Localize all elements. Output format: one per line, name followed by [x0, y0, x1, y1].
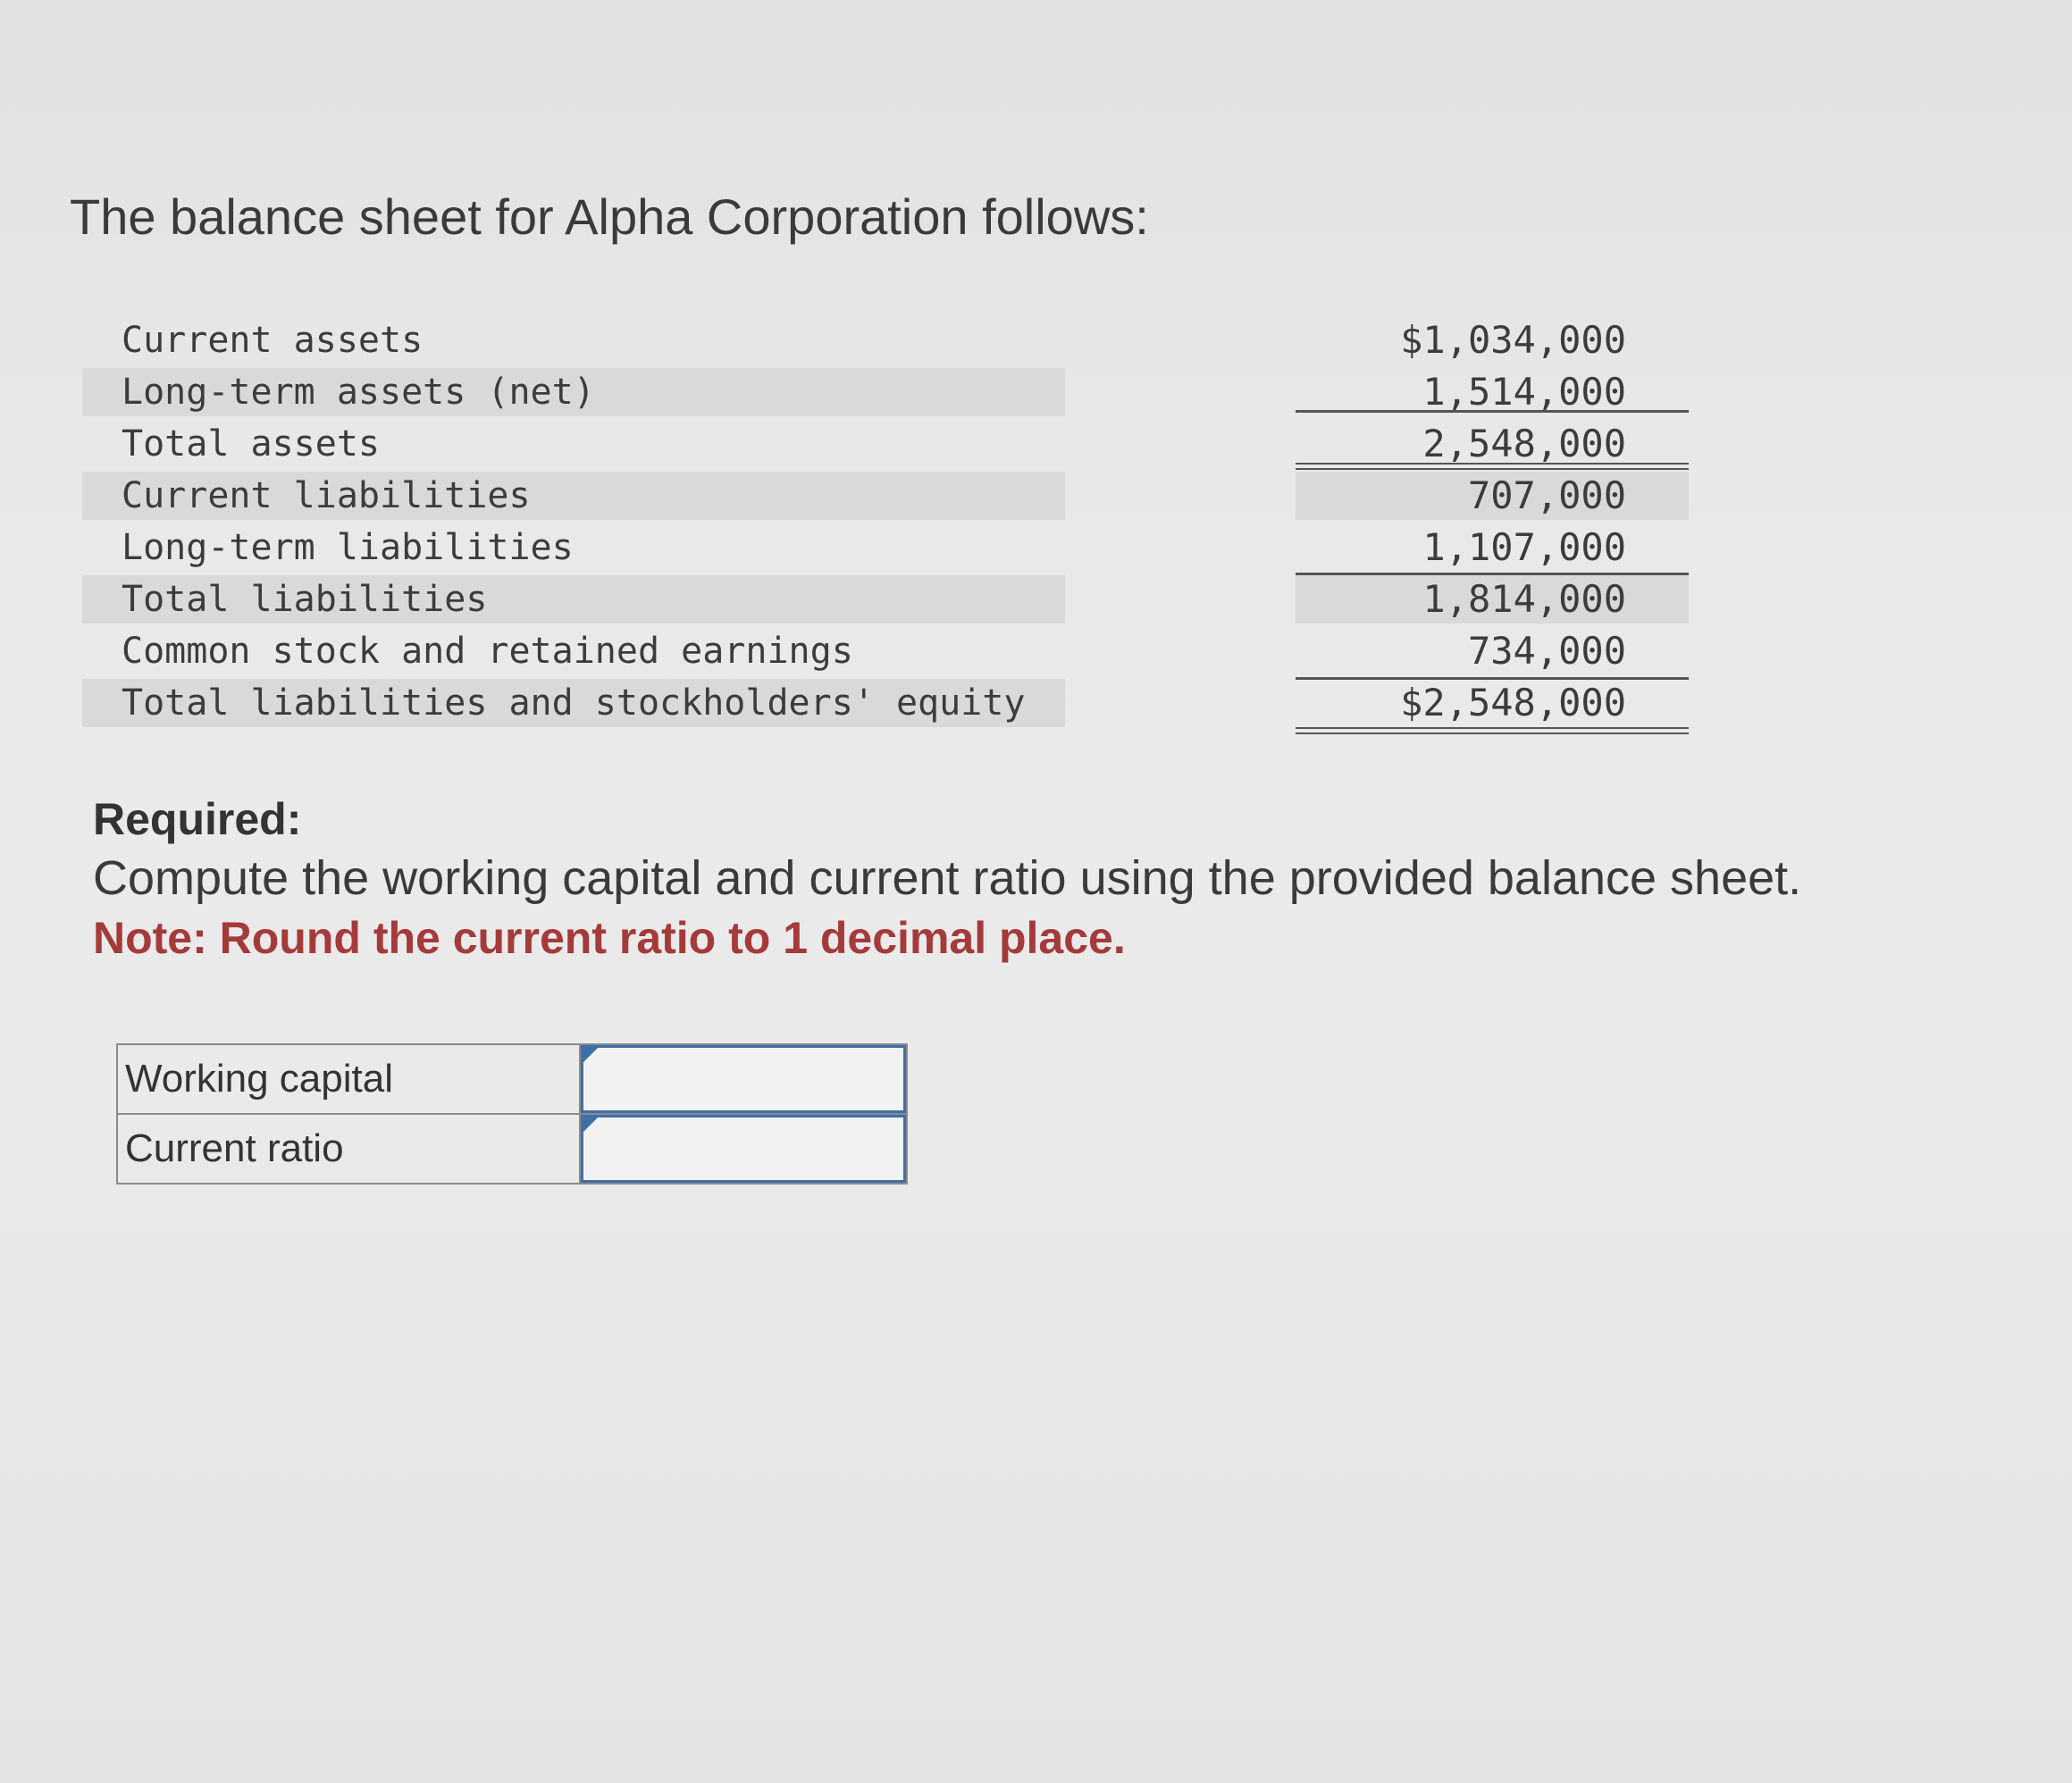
required-title: Required:: [93, 794, 302, 844]
balance-sheet-table: [82, 314, 1690, 729]
required-instruction: Compute the working capital and current ratio using the provided balance sheet.: [93, 851, 1802, 905]
row-value-total-liabilities-equity: $2,548,000: [1400, 681, 1626, 724]
total-double-rule: [1296, 463, 1689, 470]
subtotal-rule: [1296, 410, 1689, 413]
row-value-total-assets: 2,548,000: [1422, 422, 1626, 465]
intro-text: The balance sheet for Alpha Corporation follows:: [70, 188, 1149, 245]
table-row: [82, 573, 1690, 625]
table-row: [82, 470, 1690, 522]
table-row: [82, 314, 1690, 366]
row-value-current-liabilities: 707,000: [1467, 473, 1626, 517]
current-ratio-label: Current ratio: [117, 1114, 580, 1184]
row-value-total-liabilities: 1,814,000: [1422, 577, 1626, 621]
subtotal-rule: [1296, 573, 1689, 575]
row-label-common-stock: Common stock and retained earnings: [122, 631, 853, 672]
working-capital-input[interactable]: [581, 1045, 906, 1113]
row-label-total-assets: Total assets: [122, 423, 380, 465]
row-label-long-term-assets: Long-term assets (net): [122, 372, 595, 413]
row-value-long-term-assets: 1,514,000: [1422, 370, 1626, 414]
working-capital-cell: [580, 1044, 907, 1114]
required-section: [93, 791, 1969, 967]
row-value-common-stock: 734,000: [1467, 629, 1626, 673]
working-capital-label: Working capital: [117, 1044, 580, 1114]
current-ratio-cell: [580, 1114, 907, 1184]
row-label-total-liabilities-equity: Total liabilities and stockholders' equity: [122, 682, 1026, 724]
table-row: [82, 677, 1690, 729]
input-flag-icon: [583, 1047, 599, 1063]
total-double-rule: [1296, 727, 1689, 734]
current-ratio-input[interactable]: [581, 1115, 906, 1183]
row-value-current-assets: $1,034,000: [1400, 318, 1626, 362]
row-label-total-liabilities: Total liabilities: [122, 579, 488, 620]
row-label-long-term-liabilities: Long-term liabilities: [122, 527, 574, 568]
answer-table: [116, 1043, 908, 1184]
table-row: [82, 522, 1690, 573]
row-value-long-term-liabilities: 1,107,000: [1422, 525, 1626, 569]
row-label-current-liabilities: Current liabilities: [122, 475, 531, 516]
answer-row-working-capital: [117, 1044, 907, 1114]
subtotal-rule: [1296, 677, 1689, 680]
row-label-current-assets: Current assets: [122, 320, 424, 361]
required-note: Note: Round the current ratio to 1 decimal place.: [93, 913, 1126, 963]
table-row: [82, 625, 1690, 677]
answer-row-current-ratio: [117, 1114, 907, 1184]
input-flag-icon: [583, 1117, 599, 1133]
